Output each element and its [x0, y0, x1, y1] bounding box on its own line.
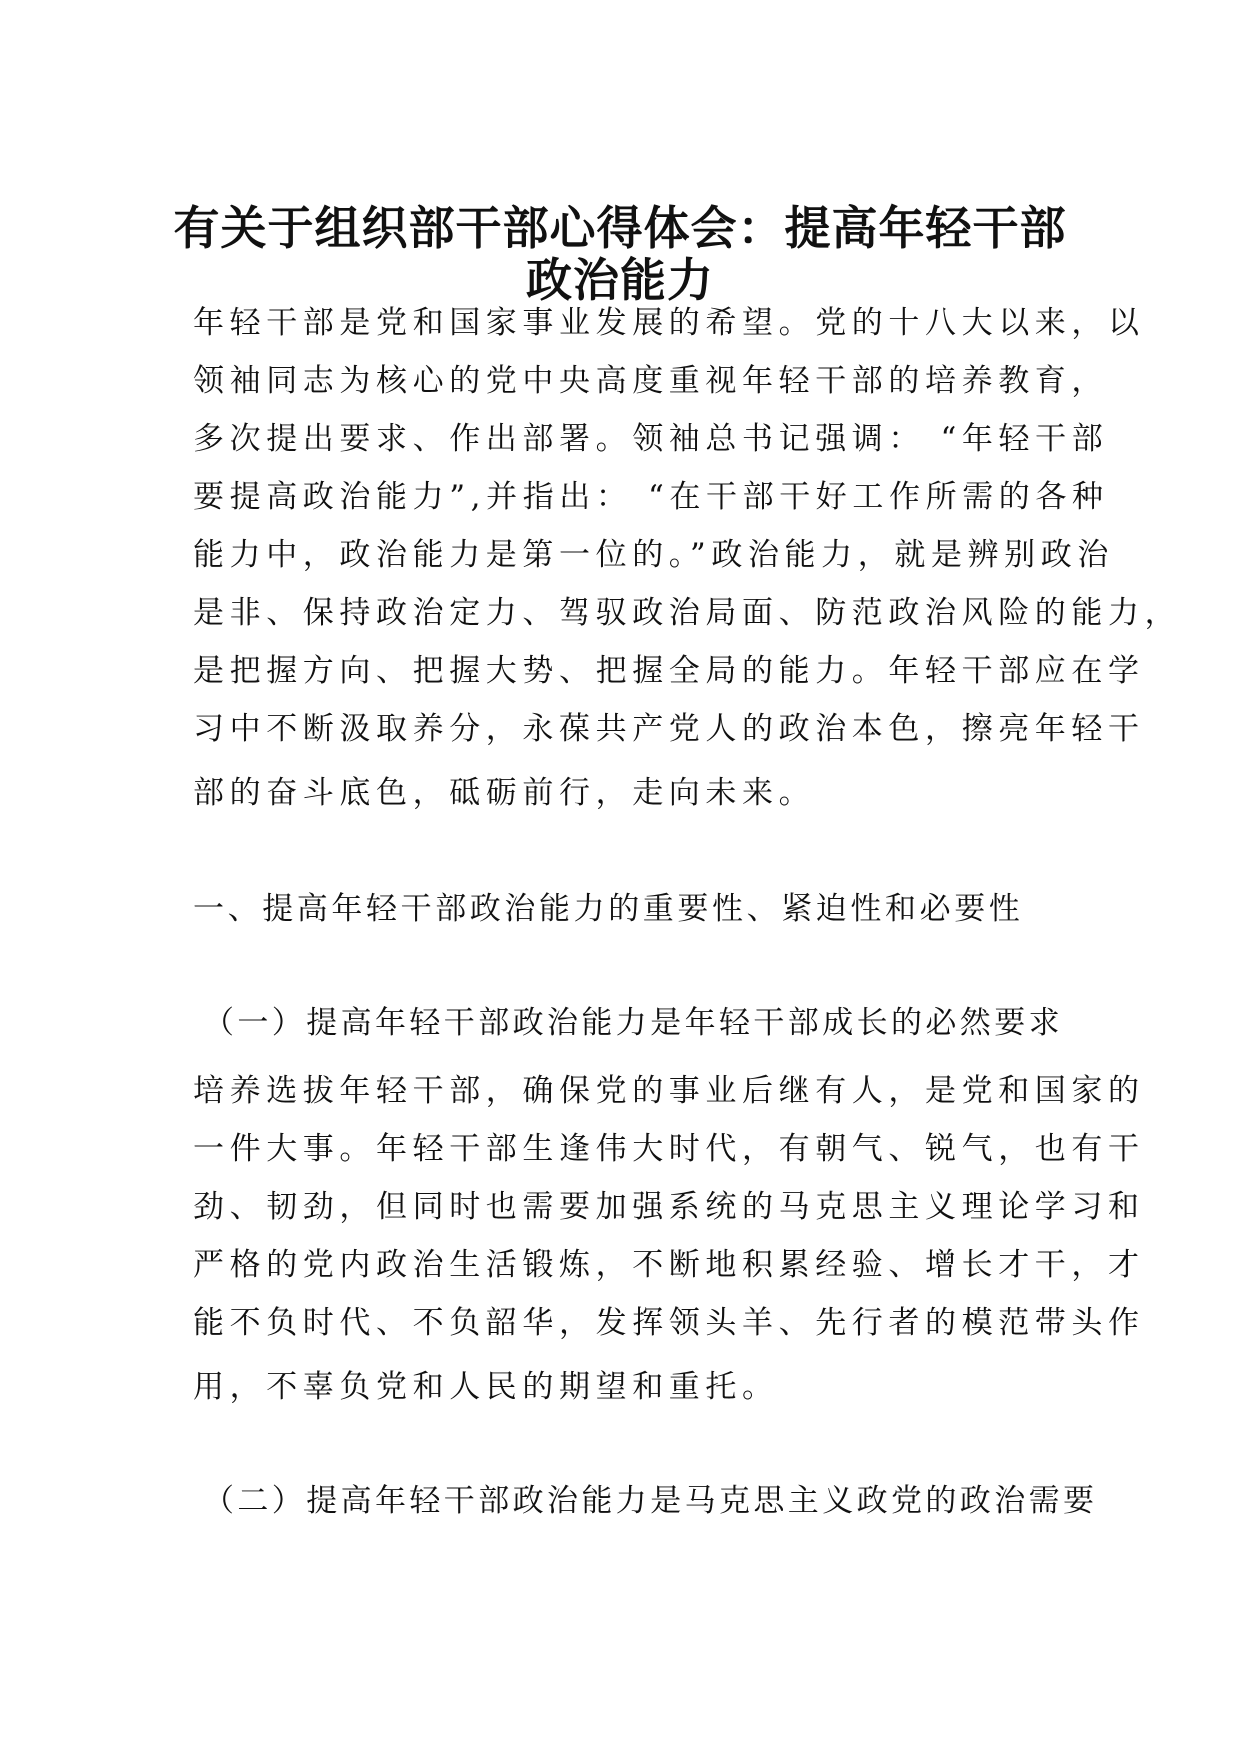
sub1-paragraph-line: 严格的党内政治生活锻炼，不断地积累经验、增长才干，才 [193, 1247, 1145, 1283]
sub-heading-1: （一）提高年轻干部政治能力是年轻干部成长的必然要求 [203, 1005, 1063, 1041]
sub1-paragraph-line: 一件大事。年轻干部生逢伟大时代，有朝气、锐气，也有干 [193, 1131, 1145, 1167]
intro-paragraph-line: 领袖同志为核心的党中央高度重视年轻干部的培养教育， [193, 363, 1108, 399]
sub1-paragraph-line: 用，不辜负党和人民的期望和重托。 [193, 1369, 779, 1405]
intro-paragraph-line: 年轻干部是党和国家事业发展的希望。党的十八大以来，以 [193, 305, 1145, 341]
intro-paragraph-line: 习中不断汲取养分，永葆共产党人的政治本色，擦亮年轻干 [193, 711, 1145, 747]
intro-paragraph-line: 要提高政治能力”,并指出： “在干部干好工作所需的各种 [193, 479, 1109, 515]
sub-heading-2: （二）提高年轻干部政治能力是马克思主义政党的政治需要 [203, 1483, 1098, 1519]
sub1-paragraph-line: 培养选拔年轻干部，确保党的事业后继有人，是党和国家的 [193, 1073, 1145, 1109]
sub1-paragraph-line: 能不负时代、不负韶华，发挥领头羊、先行者的模范带头作 [193, 1305, 1145, 1341]
document-title-line-1: 有关于组织部干部心得体会：提高年轻干部 [173, 201, 1067, 255]
intro-paragraph-line: 多次提出要求、作出部署。领袖总书记强调： “年轻干部 [193, 421, 1109, 457]
intro-paragraph-line: 是非、保持政治定力、驾驭政治局面、防范政治风险的能力， [193, 595, 1182, 631]
intro-paragraph-line: 是把握方向、把握大势、把握全局的能力。年轻干部应在学 [193, 653, 1145, 689]
intro-paragraph-line: 能力中，政治能力是第一位的。”政治能力，就是辨别政治 [193, 537, 1114, 573]
intro-paragraph-line: 部的奋斗底色，砥砺前行，走向未来。 [193, 775, 816, 811]
section-heading-1: 一、提高年轻干部政治能力的重要性、紧迫性和必要性 [193, 891, 1024, 927]
sub1-paragraph-line: 劲、韧劲，但同时也需要加强系统的马克思主义理论学习和 [193, 1189, 1145, 1225]
document-title-line-2: 政治能力 [526, 253, 714, 307]
